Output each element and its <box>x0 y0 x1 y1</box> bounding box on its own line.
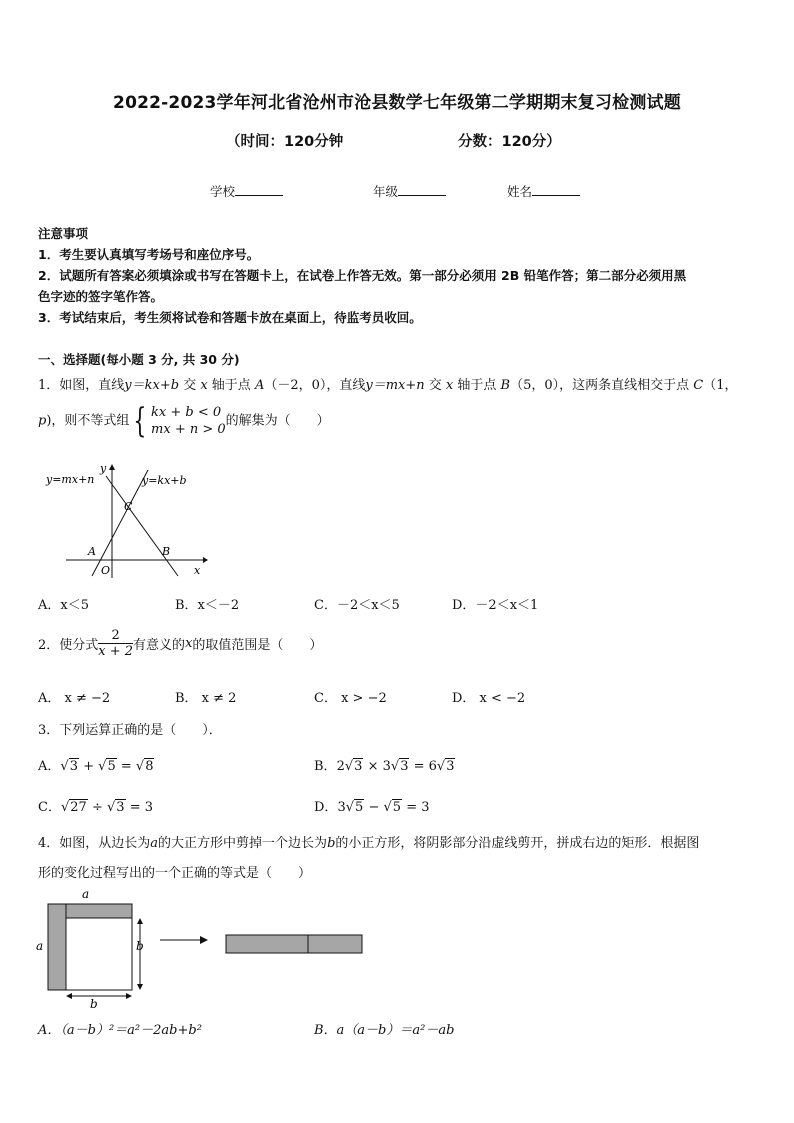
grade-field <box>373 182 446 200</box>
q1-option-a[interactable]: A．x＜5 <box>38 598 89 613</box>
q3-option-c[interactable]: C．√27 ÷ √3 = 3 <box>38 800 153 815</box>
q1-line1: 1．如图，直线y＝kx+b 交 x 轴于点 A（－2，0），直线y＝mx+n 交 x 轴于点 B（5，0），这两条直线相交于点 C（1， <box>38 378 738 393</box>
q3-option-a[interactable]: A．√3 + √5 = √8 <box>38 759 154 774</box>
q2-option-a[interactable]: A． x ≠ −2 <box>38 691 111 706</box>
result-rectangle <box>226 935 362 953</box>
q4-figure <box>30 884 375 1009</box>
label-b-right: b <box>136 939 144 953</box>
note-item-2: 2．试题所有答案必须填涂或书写在答题卡上，在试卷上作答无效。第一部分必须用 2B 铅笔作答；第二部分必须用黑 <box>38 268 687 283</box>
q3-option-d[interactable]: D．3√5 − √5 = 3 <box>314 800 430 815</box>
grade-label: 年级 <box>373 184 399 199</box>
label-point-c: C <box>124 500 133 513</box>
q1-option-d[interactable]: D．－2＜x＜1 <box>452 598 539 613</box>
fraction: $\frac{2}{x + 2}$ <box>98 628 134 659</box>
q1-option-b[interactable]: B．x＜－2 <box>175 598 240 613</box>
label-point-a: A <box>88 545 96 558</box>
q2-option-b[interactable]: B． x ≠ 2 <box>175 691 237 706</box>
note-item-3: 3．考试结束后，考生须将试卷和答题卡放在桌面上，待监考员收回。 <box>38 310 422 325</box>
small-square <box>66 918 132 990</box>
shaded-left-strip <box>48 904 66 990</box>
grade-blank[interactable] <box>398 184 446 196</box>
x-axis-arrow <box>203 557 208 563</box>
q1-graph <box>38 460 208 580</box>
note-item-2-cont: 色字迹的签字笔作答。 <box>38 289 164 304</box>
q3-option-b[interactable]: B．2√3 × 3√3 = 6√3 <box>314 759 455 774</box>
line-kx-b <box>106 476 178 576</box>
q1-option-c[interactable]: C．－2＜x＜5 <box>314 598 400 613</box>
page-title: 2022-2023学年河北省沧州市沧县数学七年级第二学期期末复习检测试题 <box>113 93 681 113</box>
label-y: y <box>100 462 107 475</box>
label-a-top: a <box>82 887 90 901</box>
label-kx-b: y=kx+b <box>142 474 187 487</box>
section-heading: 一、选择题(每小题 3 分, 共 30 分) <box>38 352 240 367</box>
q3-stem: 3．下列运算正确的是（ ）． <box>38 723 222 738</box>
label-b-bottom: b <box>90 997 98 1009</box>
exam-score: 分数：120分） <box>458 134 561 150</box>
q2-option-d[interactable]: D． x < −2 <box>452 691 526 706</box>
school-label: 学校 <box>210 184 236 199</box>
q4-option-b[interactable]: B．a（a－b）＝a²－ab <box>314 1023 455 1038</box>
q4-line2: 形的变化过程写出的一个正确的等式是（ ） <box>38 866 312 881</box>
shaded-top-strip <box>66 904 132 918</box>
label-mx-n: y=mx+n <box>46 473 95 486</box>
name-label: 姓名 <box>507 184 533 199</box>
name-blank[interactable] <box>532 184 580 196</box>
inequality-system: kx + b < 0 mx + n > 0 <box>151 405 226 437</box>
q2-option-c[interactable]: C． x > −2 <box>314 691 387 706</box>
exam-time: （时间：120分钟 <box>226 134 344 150</box>
y-axis-arrow <box>109 464 115 470</box>
arrow-head-icon <box>200 936 208 944</box>
brace-icon: { <box>133 401 147 441</box>
q4-line1: 4．如图，从边长为a的大正方形中剪掉一个边长为b的小正方形，将阴影部分沿虚线剪开，拼成右边的矩形．根据图 <box>38 836 700 851</box>
q1-line2: p)，则不等式组 { kx + b < 0 mx + n > 0 的解集为（ ） <box>38 401 330 441</box>
school-blank[interactable] <box>235 184 283 196</box>
label-origin: O <box>101 564 111 577</box>
q4-option-a[interactable]: A．（a－b）²＝a²－2ab+b² <box>38 1023 202 1038</box>
notes-heading: 注意事项 <box>38 226 89 241</box>
label-a-left: a <box>36 939 44 953</box>
q2-stem: 2．使分式 $\frac{2}{x + 2}$ 有意义的x的取值范围是（ ） <box>38 628 323 659</box>
name-field <box>507 182 580 200</box>
label-x: x <box>194 564 201 577</box>
label-point-b: B <box>162 545 171 558</box>
school-field <box>210 182 283 200</box>
note-item-1: 1．考生要认真填写考场号和座位序号。 <box>38 247 260 262</box>
